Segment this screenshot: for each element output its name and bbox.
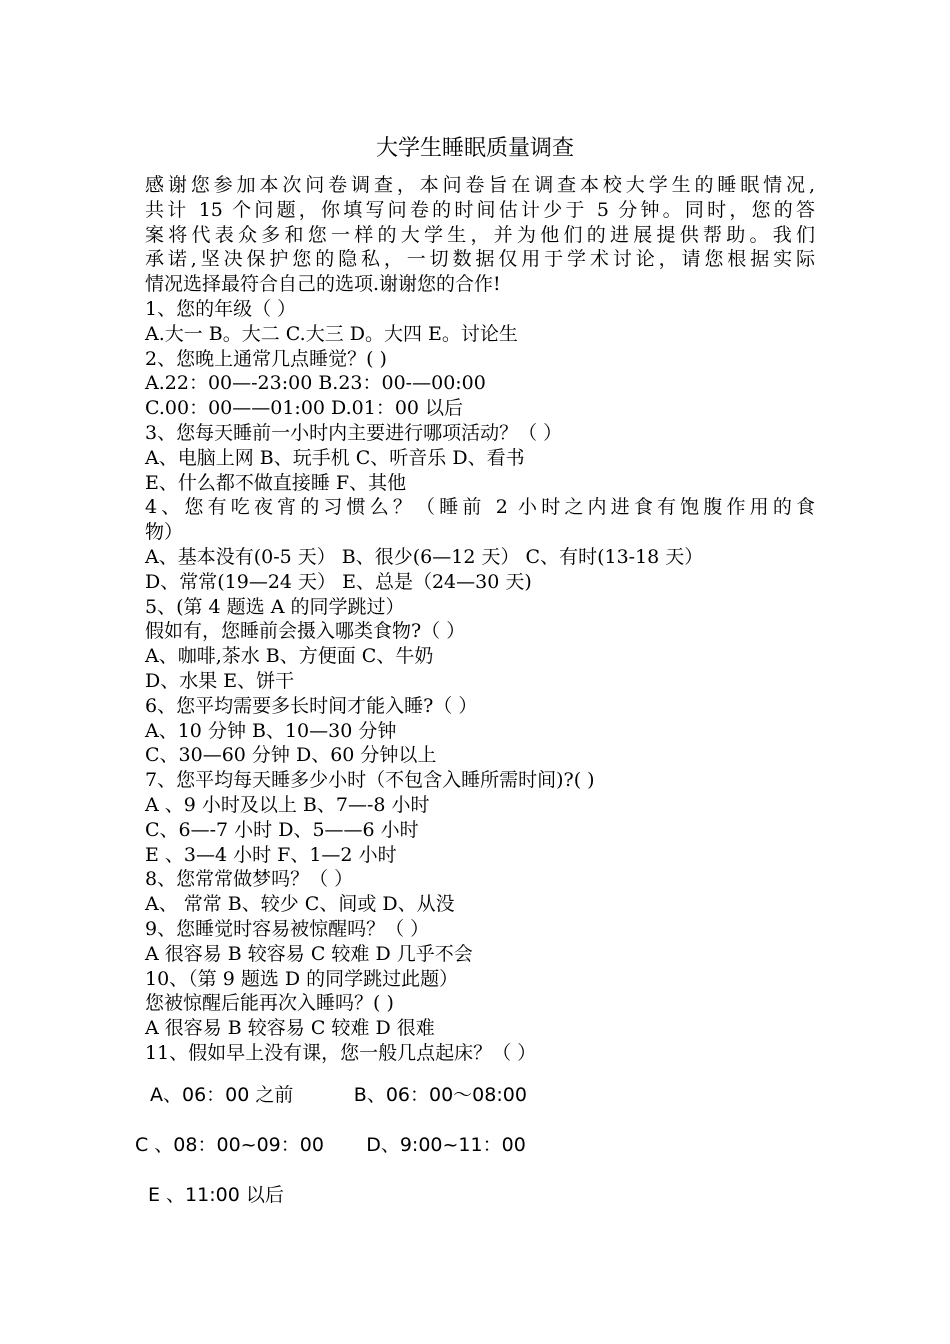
question-2-options: C.00：00——01:00 D.01：00 以后 [145, 397, 464, 420]
question-3-options: E、什么都不做直接睡 F、其他 [145, 471, 407, 494]
question-1-options: A.大一 B。大二 C.大三 D。大四 E。讨论生 [145, 322, 518, 345]
question-11-option-line-2: C 、08：00~09：00 D、9:00~11：00 [135, 1134, 526, 1156]
question-4-options: A、基本没有(0-5 天） B、很少(6—12 天） C、有时(13-18 天） [145, 545, 704, 568]
question-6: 6、您平均需要多长时间才能入睡?（ ） [145, 694, 478, 717]
question-9: 9、您睡觉时容易被惊醒吗？（ ） [145, 917, 430, 940]
question-11: 11、假如早上没有课，您一般几点起床？（ ） [145, 1041, 537, 1064]
question-11-option-line-3: E 、11:00 以后 [148, 1184, 284, 1206]
question-7-options: C、6—-7 小时 D、5——6 小时 [145, 818, 419, 841]
question-10: 10、（第 9 题选 D 的同学跳过此题） [145, 967, 459, 990]
survey-body [145, 173, 815, 1066]
question-5: 5、(第 4 题选 A 的同学跳过） [145, 595, 405, 618]
intro-line: 感谢您参加本次问卷调查，本问卷旨在调查本校大学生的睡眠情况, [145, 174, 815, 196]
question-2-options: A.22：00—-23:00 B.23：00-—00:00 [145, 372, 486, 395]
question-10-text: 您被惊醒后能再次入睡吗？( ) [145, 992, 394, 1015]
intro-line: 案将代表众多和您一样的大学生，并为他们的进展提供帮助。我们 [145, 223, 815, 246]
question-2: 2、您晚上通常几点睡觉？( ) [145, 347, 387, 370]
intro-line: 共计 15 个问题，你填写问卷的时间估计少于 5 分钟。同时，您的答 [145, 198, 815, 221]
question-5-options: D、水果 E、饼干 [145, 669, 295, 692]
question-5-options: A、咖啡,茶水 B、方便面 C、牛奶 [145, 645, 434, 668]
question-11-option-line-1: A、06：00 之前 B、06：00～08:00 [150, 1084, 527, 1106]
question-4: 4、您有吃夜宵的习惯么？（睡前 2 小时之内进食有饱腹作用的食 [145, 496, 815, 519]
question-1: 1、您的年级（ ） [145, 297, 297, 320]
question-4-cont: 物） [145, 521, 184, 544]
question-9-options: A 很容易 B 较容易 C 较难 D 几乎不会 [145, 942, 473, 965]
question-3-options: A、电脑上网 B、玩手机 C、听音乐 D、看书 [145, 446, 525, 469]
question-7-options: E 、3—4 小时 F、1—2 小时 [145, 843, 397, 866]
question-3: 3、您每天睡前一小时内主要进行哪项活动？（ ） [145, 421, 563, 444]
survey-title: 大学生睡眠质量调查 [375, 136, 574, 161]
question-8: 8、您常常做梦吗？（ ） [145, 868, 354, 891]
question-6-options: A、10 分钟 B、10—30 分钟 [145, 719, 397, 742]
question-7: 7、您平均每天睡多少小时（不包含入睡所需时间)?( ) [145, 769, 595, 792]
question-5-text: 假如有，您睡前会摄入哪类食物?（ ） [145, 620, 466, 643]
question-4-options: D、常常(19—24 天） E、总是（24—30 天) [145, 570, 532, 593]
intro-line: 承诺,坚决保护您的隐私，一切数据仅用于学术讨论，请您根据实际 [145, 248, 815, 271]
intro-line: 情况选择最符合自己的选项.谢谢您的合作! [145, 273, 501, 296]
question-10-options: A 很容易 B 较容易 C 较难 D 很难 [145, 1017, 435, 1040]
question-6-options: C、30—60 分钟 D、60 分钟以上 [145, 744, 437, 767]
question-7-options: A 、9 小时及以上 B、7—-8 小时 [145, 793, 430, 816]
question-8-options: A、 常常 B、较少 C、间或 D、从没 [145, 893, 455, 916]
